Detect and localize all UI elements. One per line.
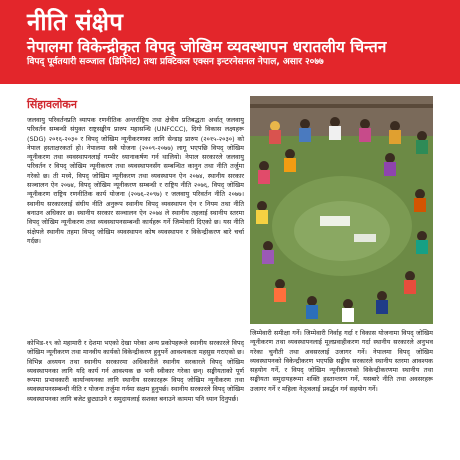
community-meeting-photo <box>250 96 433 324</box>
page-title: नीति संक्षेप <box>27 8 124 36</box>
body-left-column <box>27 339 244 457</box>
body-left-paragraph: कोभिड-१९ को महामारी र देशमा भएको देखा परेका अन्य प्रकोपहरूले स्थानीय सरकारले विपद् जोखिम न्यूनीकरण तथा मानवीय कार्यको विकेन्द्रीकरण हुनुपर्ने आवश्यकता महसुस गराएको छ। विभिन्न अध्ययन तथा स्थानीय सरकारमा अधिकारीले स्थानीय सरकारले विपद् जोखिम व्यवस्थापनका लागि यदि कार्य गर्न आवश्यक छ भनी स्वीकार गरेका छन्। सङ्घीयताको पूर्ण रूपमा प्रभावकारी कार्यान्वयनका लागि स्थानीय सरकारहरू विपद् जोखिम न्यूनीकरण तथा व्यवस्थापनसम्बन्धी नीति र योजना तर्जुमा गर्नमा सक्षम हुनुपर्छ। स्थानीय सरकारले विपद् जोखिम व्यवस्थापनका लागि बजेट छुट्याउने र समुदायलाई सशक्त बनाउने काममा पनि ध्यान दिनुपर्छ। <box>27 339 244 403</box>
photo-illustration <box>250 96 433 324</box>
body-right-column <box>250 329 433 457</box>
byline: विपद् पूर्वतयारी सञ्जाल (डिपिनेट) तथा प्रक्टिकल एक्सन इन्टरनेसनल नेपाल, असार २०७७ <box>0 56 460 69</box>
header-banner <box>0 0 460 84</box>
body-right-paragraph: जिम्मेवारी समीक्षा गर्ने। जिम्मेवारी निर्वाह गर्दा र विकास योजनामा विपद् जोखिम न्यूनीकरण तथा व्यवस्थापनलाई मूलप्रवाहीकरण गर्दा स्थानीय सरकारले अनुभव गरेका चुनौती तथा अवसरलाई उजागर गर्ने। नेपालमा विपद् जोखिम व्यवस्थापनको विकेन्द्रीकरण भएपछि सङ्घीय सरकारले स्थानीय स्तरमा आवश्यक सहयोग गर्ने, र विपद् जोखिम न्यूनीकरणको विकेन्द्रीकरणमा स्थानीय तथा सङ्घीयता समुदायहरूमा शक्ति हस्तान्तरण गर्ने, यसबारे नीति तथा अवसरहरू उजागर गर्ने र महिला नेतृत्वलाई प्रवर्द्धन गर्न सहयोग गर्ने। <box>250 329 433 393</box>
intro-section <box>27 98 244 330</box>
intro-paragraph: जलवायु परिवर्तनप्रति व्यापक रणनीतिक अन्तर्राष्ट्रिय तथा क्षेत्रीय प्रतिबद्धता अर्थात् जलवायु परिवर्तन सम्बन्धी संयुक्त राष्ट्रसङ्घीय प्रारुप महासन्धि (UNFCCC), दिगो विकास लक्ष्यहरू (SDG) २०१६-२०३० र विपद् जोखिम न्यूनीकरणका लागि सेन्डाइ प्रारुप (२०१५-२०३०) को नेपाल हस्ताक्षरकर्ता हो। नेपालमा सबै योजना (२००९-२०७७) लागू भएपछि विपद् जोखिम न्यूनीकरण तथा व्यवस्थापनलाई गम्भीर ध्यानाकर्षण गर्न थालियो। नेपाल सरकारले जलवायु परिवर्तन र विपद् जोखिम न्यूनीकरण तथा व्यवस्थापनसँग सम्बन्धित कानुन तथा नीति तर्जुमा गरेको छ। ती मध्ये, विपद् जोखिम न्यूनीकरण तथा व्यवस्थापन ऐन २०७४, स्थानीय सरकार सञ्चालन ऐन २०७४, विपद् जोखिम न्यूनीकरण सम्बन्धी र राष्ट्रिय नीति २०७६, विपद् जोखिम न्यूनीकरण राष्ट्रिय रणनीतिक कार्य योजना (२०७६-२०९७) र जलवायु परिवर्तन नीति २०७७। स्थानीय सरकारलाई संघीय नीति अनुरूप स्थानीय विपद् व्यवस्थापन ऐन र नियम तथा नीति बनाउन अधिकार छ। स्थानीय सरकार सञ्चालन ऐन २०७४ ले स्थानीय तहलाई स्थानीय स्तरमा विपद् जोखिम न्यूनीकरण तथा व्यवस्थापनसम्बन्धी कार्यहरू गर्ने जिम्मेवारी दिएको छ। यस नीति संक्षेपले स्थानीय तहमा विपद् जोखिम व्यवस्थापन कोष व्यवस्थापन र विकेन्द्रीकरण बारे चर्चा गर्दछ। <box>27 116 244 245</box>
page-subtitle: नेपालमा विकेन्द्रीकृत विपद् जोखिम व्यवस्थापन धरातलीय चिन्तन <box>27 38 387 56</box>
divider <box>0 84 460 90</box>
section-heading: सिंहावलोकन <box>27 98 77 111</box>
